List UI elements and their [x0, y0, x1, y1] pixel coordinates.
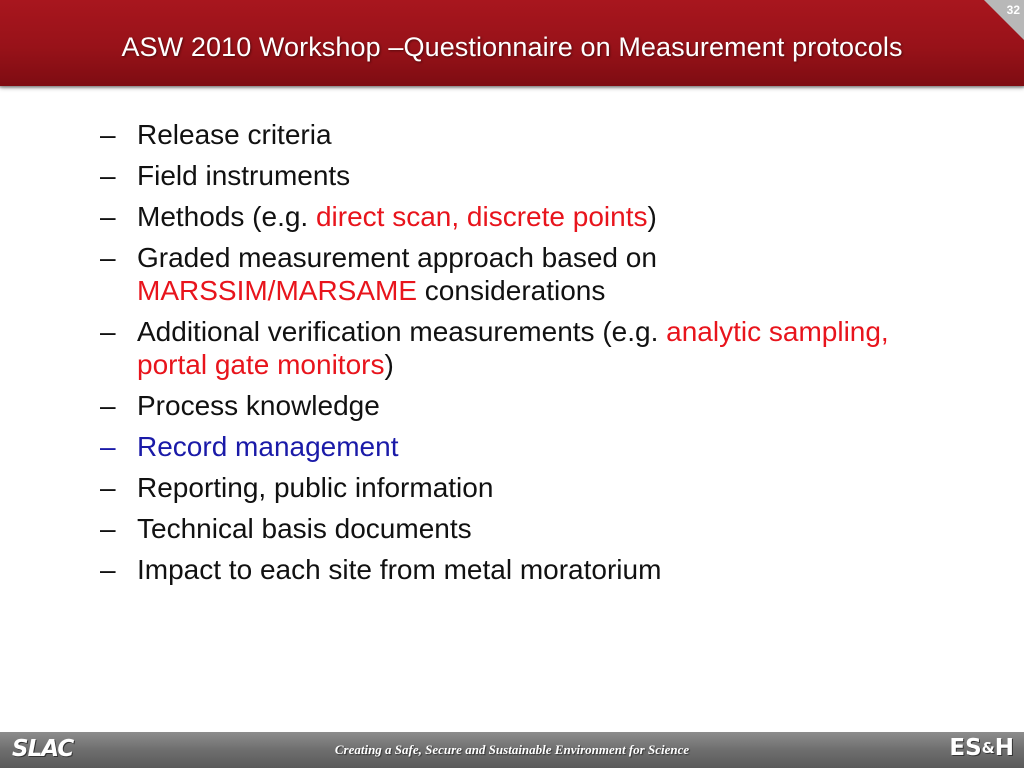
dash-bullet: –	[100, 513, 116, 544]
item-text-end: considerations	[417, 275, 606, 306]
dash-bullet: –	[100, 201, 116, 232]
dash-bullet: –	[100, 242, 116, 273]
esh-logo-es: ES	[949, 735, 982, 761]
item-text: Additional verification measurements (e.g.	[137, 316, 667, 347]
esh-logo-amp: &	[981, 739, 995, 757]
item-text: Methods (e.g.	[137, 201, 316, 232]
bullet-list	[100, 118, 930, 594]
list-item	[100, 389, 930, 422]
item-text: Graded measurement approach based on	[137, 242, 657, 273]
list-item	[100, 200, 930, 233]
list-item-record-management	[100, 430, 930, 463]
dash-bullet: –	[100, 390, 116, 421]
item-text: Release criteria	[137, 119, 332, 150]
item-highlight: direct scan, discrete points	[315, 201, 648, 232]
page-number: 32	[1006, 3, 1020, 17]
footer-tagline: Creating a Safe, Secure and Sustainable Environment for Science	[334, 742, 690, 757]
header-band	[0, 0, 1024, 86]
item-highlight: MARSSIM/MARSAME	[137, 275, 418, 306]
footer-band	[0, 732, 1024, 768]
item-text: Impact to each site from metal moratorium	[137, 554, 662, 585]
item-text: Technical basis documents	[137, 513, 472, 544]
list-item	[100, 471, 930, 504]
dash-bullet: –	[100, 119, 116, 150]
list-item	[100, 118, 930, 151]
slac-logo: SLAC	[12, 736, 74, 762]
dash-bullet: –	[100, 316, 116, 347]
list-item	[100, 159, 930, 192]
slide-title: ASW 2010 Workshop –Questionnaire on Measurement protocols	[121, 32, 903, 62]
dash-bullet: –	[100, 554, 116, 585]
list-item	[100, 553, 930, 586]
esh-logo-h: H	[994, 735, 1014, 761]
dash-bullet: –	[100, 160, 116, 191]
item-text: Process knowledge	[137, 390, 380, 421]
dash-bullet: –	[100, 431, 116, 462]
item-text: Field instruments	[137, 160, 351, 191]
item-text-end: )	[384, 349, 394, 380]
list-item	[100, 315, 930, 381]
list-item	[100, 241, 930, 307]
item-highlight: analytic sampling, portal gate monitors	[137, 316, 889, 380]
item-text-end: )	[647, 201, 657, 232]
esh-logo	[949, 735, 1014, 761]
list-item	[100, 512, 930, 545]
item-text: Reporting, public information	[137, 472, 494, 503]
dash-bullet: –	[100, 472, 116, 503]
item-text: Record management	[137, 431, 399, 462]
